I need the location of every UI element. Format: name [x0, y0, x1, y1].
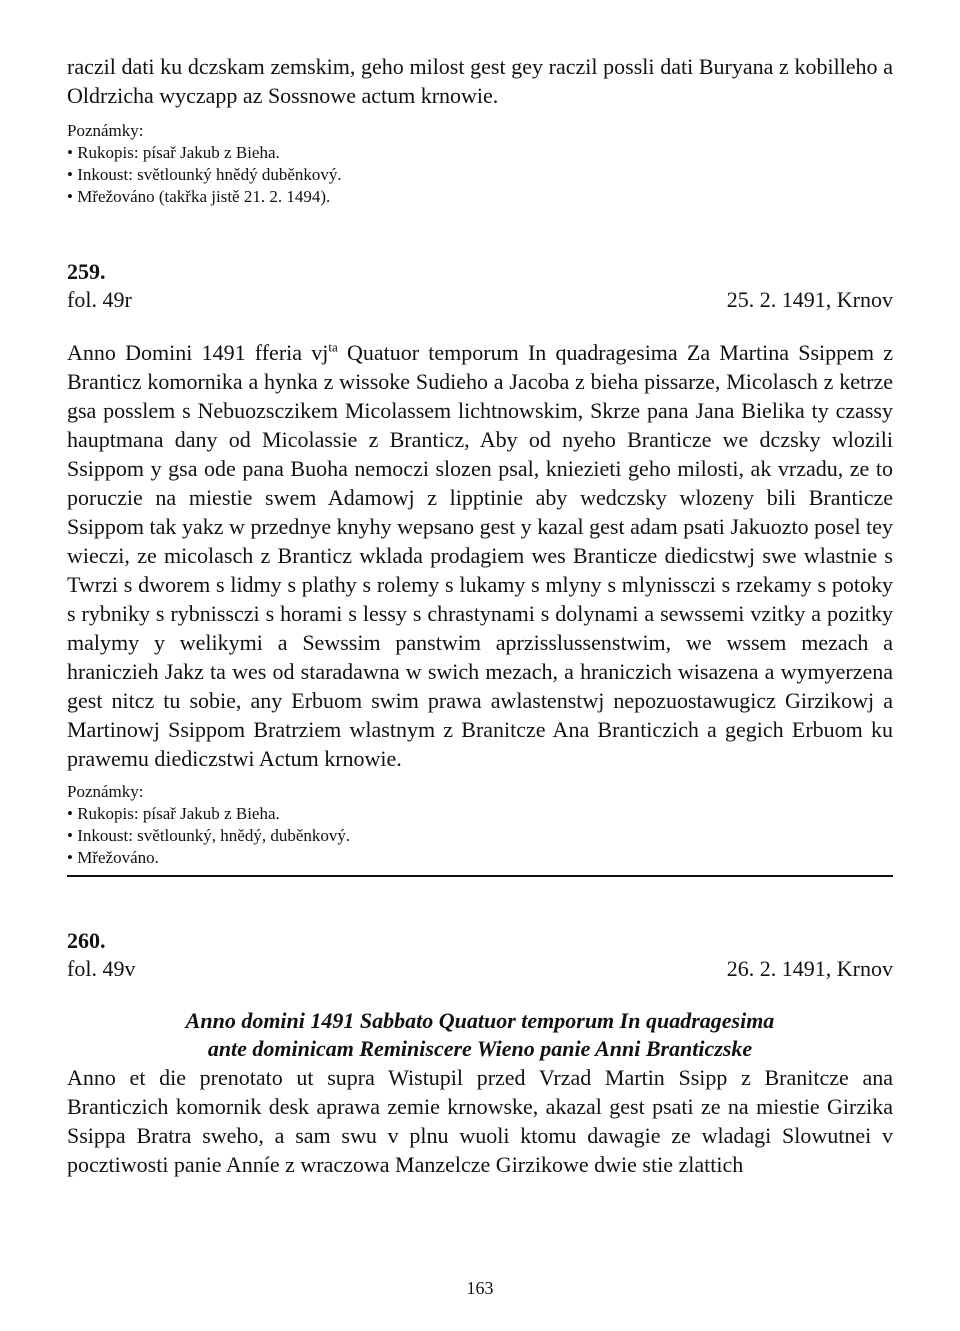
note-item: • Rukopis: písař Jakub z Bieha.: [67, 142, 893, 164]
entry-260-text: Anno et die prenotato ut supra Wistupil przed Vrzad Martin Ssipp z Branitcze ana Branticzich komornik desk aprawa zemie krnowske, akazal gest psati ze na miestie Girzika Ssippa Bratra sweho, a sam swu v plnu wuoli ktomu dawagie ze wladagi Slowutnei v pocztiwosti panie Anníe z wraczowa Manzelcze Girzikowe dwie stie zlattich: [67, 1065, 893, 1177]
entry-259-header: [67, 258, 893, 314]
note-item: • Inkoust: světlounký hnědý duběnkový.: [67, 164, 893, 186]
entry-number: 259.: [67, 259, 106, 284]
entry-number: 260.: [67, 928, 106, 953]
entry-260-header: [67, 927, 893, 983]
superscript: ta: [328, 339, 338, 355]
folio: fol. 49r: [67, 287, 132, 312]
text-start: Anno Domini 1491 fferia vj: [67, 340, 329, 365]
note-item: • Mřežováno.: [67, 847, 893, 869]
page-number: 163: [466, 1278, 494, 1298]
intro-paragraph: raczil dati ku dczskam zemskim, geho milost gest gey raczil possli dati Buryana z kobilleho a Oldrzicha wyczapp az Sossnowe actum krnowie.: [67, 54, 893, 108]
note-item: • Mřežováno (takřka jistě 21. 2. 1494).: [67, 186, 893, 208]
heading-line: Anno domini 1491 Sabbato Quatuor temporum In quadragesima: [185, 1008, 775, 1033]
entry-259-notes: [67, 781, 893, 869]
folio: fol. 49v: [67, 956, 136, 981]
entry-260-heading: [67, 1007, 893, 1063]
heading-line: ante dominicam Reminiscere Wieno panie Anni Branticzske: [207, 1036, 753, 1061]
note-item: • Inkoust: světlounký, hnědý, duběnkový.: [67, 825, 893, 847]
intro-notes: [67, 120, 893, 208]
document-page: [67, 52, 893, 1179]
note-item: • Rukopis: písař Jakub z Bieha.: [67, 803, 893, 825]
date-place: 25. 2. 1491, Krnov: [726, 287, 893, 312]
text-rest: Quatuor temporum In quadragesima Za Martina Ssippem z Branticz komornika a hynka z wissoke Sudieho a Jacoba z bieha pissarze, Micolasch z ketrze gsa posslem s Nebuozsczikem Micolassem lichtnowskim, Skrze pana Jana Bielika ty czassy hauptmana dany od Micolassie z Branticz, Aby od nyeho Branticze we dczsky wlozili Ssippom y gsa ode pana Buoha nemoczi slozen psal, kniezieti geho milosti, ak vrzadu, ze to poruczie na miestie swem Adamowj z lipptinie aby wedczsky wlozeny bili Branticze Ssippom tak yakz w przednye knyhy wepsano gest y kazal gest adam psati Jakuozto posel tey wieczi, ze micolasch z Branticz wklada prodagiem wes Branticze diedicstwj swe wlastnie s Twrzi s dworem s lidmy s plathy s rolemy s lukamy s mlyny s mlynissczi s rzekamy s potoky s rybniky s rybnissczi s horami s lessy s chrastynami s dolynami a sewssemi vzitky a pozitky malymy y welikymi a Sewssim panstwim aprzisslussenstwim, we wssem mezach a hraniczieh Jakz ta wes od staradawna w swich mezach, a hraniczich wisazena a wymyerzena gest nitcz tu sobie, any Erbuom swim prawa awlastenstwj nepozuostawugicz Girzikowj a Martinowj Ssippom Bratrziem wlastnym z Branitcze Ana Branticzich a gegich Erbuom ku prawemu diediczstwi Actum krnowie.: [67, 340, 893, 771]
entry-259-text: [67, 338, 893, 773]
notes-title: Poznámky:: [67, 782, 144, 801]
notes-title: Poznámky:: [67, 121, 144, 140]
date-place: 26. 2. 1491, Krnov: [726, 956, 893, 981]
section-divider: [67, 875, 893, 877]
